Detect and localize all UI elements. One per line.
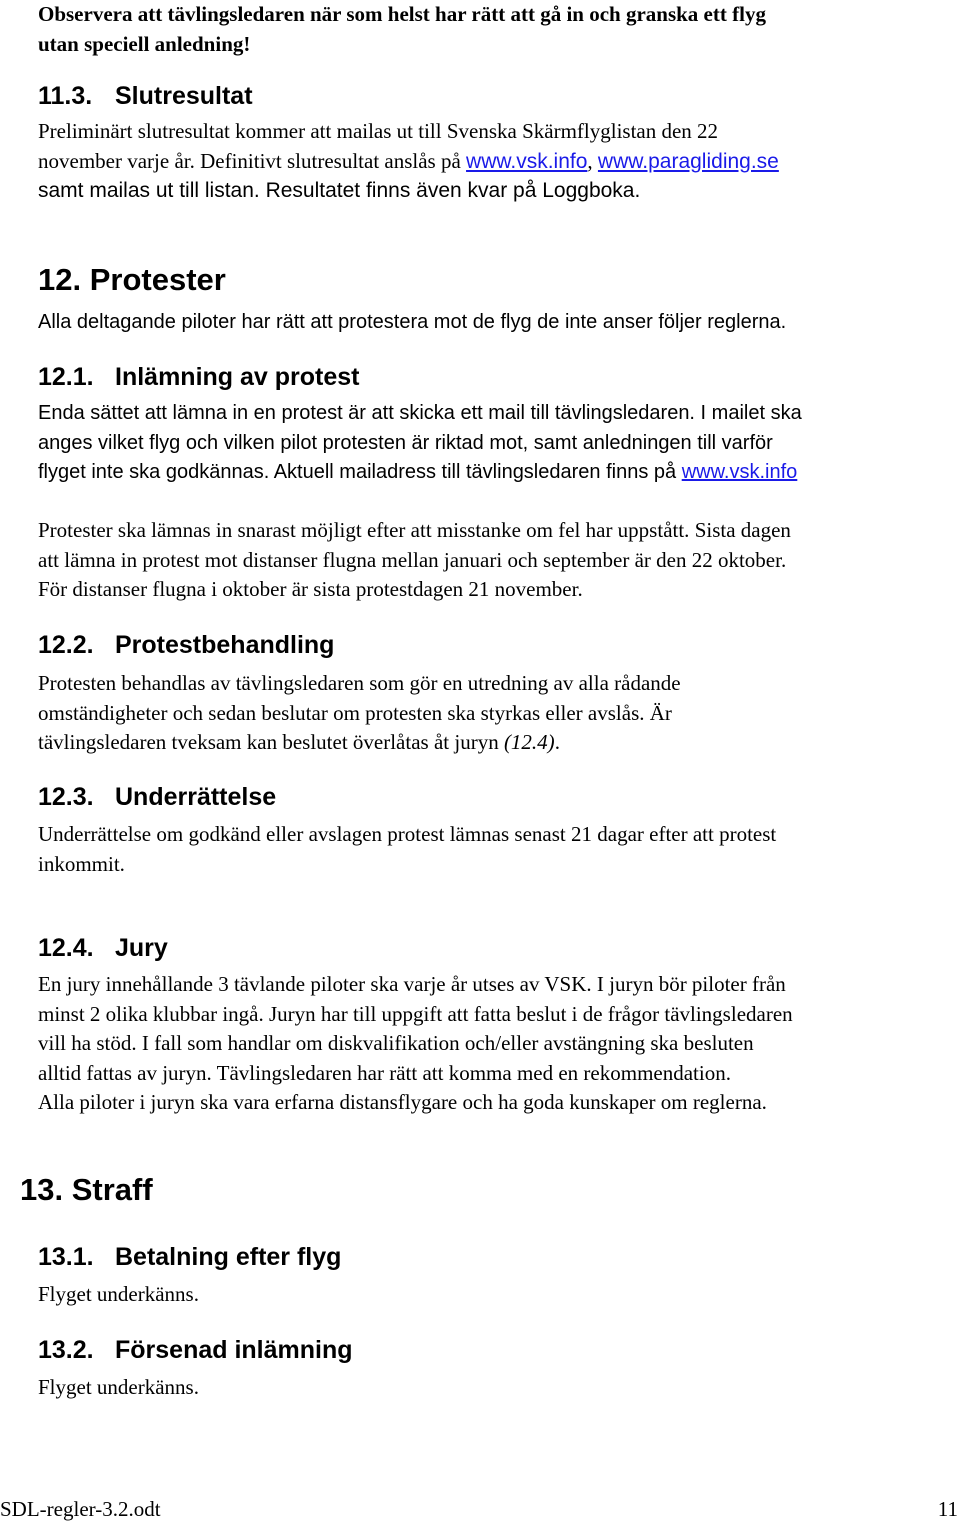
heading-title: Försenad inlämning [115, 1336, 353, 1364]
intro-line: utan speciell anledning! [38, 31, 251, 56]
heading-title: Jury [115, 934, 168, 962]
text-span: Enda sättet att lämna in en protest är att skicka ett mail till tävlingsledaren. [38, 402, 695, 424]
text-line: Alla piloter i juryn ska vara erfarna distansflygare och ha goda kunskaper om reglerna. [38, 1090, 767, 1114]
paragraph-betalning: Flyget underkänns. [38, 1282, 199, 1306]
text-line [38, 728, 953, 758]
heading-title: Protestbehandling [115, 631, 335, 659]
text-line: En jury innehållande 3 tävlande piloter ska varje år utses av VSK. I juryn bör piloter från [38, 972, 786, 996]
text-line: vill ha stöd. I fall som handlar om diskvalifikation och/eller avstängning ska besluten [38, 1031, 754, 1055]
heading-number: 13.1. [38, 1243, 94, 1271]
heading-12-1 [38, 362, 953, 392]
heading-title: Underrättelse [115, 783, 277, 811]
heading-12-2 [38, 630, 953, 660]
paragraph-forsenad: Flyget underkänns. [38, 1375, 199, 1399]
text-line: inkommit. [38, 851, 125, 876]
heading-13-1 [38, 1242, 953, 1272]
text-span: november varje år. Definitivt slutresultat anslås på [38, 148, 467, 173]
heading-number: 12.2. [38, 631, 94, 659]
link-vsk[interactable]: www.vsk.info [466, 149, 588, 173]
text-line: Preliminärt slutresultat kommer att mailas ut till Svenska Skärmflyglistan den 22 [38, 119, 719, 143]
heading-13-2 [38, 1335, 953, 1365]
text-line [38, 176, 953, 206]
text-span: flyget inte ska godkännas. Aktuell mailadress till tävlingsledaren finns på [38, 461, 682, 483]
heading-11-3 [38, 81, 953, 111]
text-span: . [554, 730, 560, 754]
footer-page-number: 11 [937, 1497, 958, 1521]
text-span: Sista dagen [689, 518, 791, 542]
footer-document-name: SDL-regler-3.2.odt [0, 1497, 161, 1521]
paragraph-protestbehandling [38, 669, 953, 758]
text-line [38, 147, 953, 177]
link-paragliding[interactable]: www.paragliding.se [597, 149, 779, 173]
text-span: I mailet ska [695, 402, 802, 424]
heading-title: Inlämning av protest [115, 363, 360, 391]
paragraph-jury [38, 970, 953, 1118]
intro-line: Observera att tävlingsledaren när som helst har rätt att gå in och granska ett flyg [38, 2, 766, 26]
heading-12-4 [38, 933, 953, 963]
text-span: tävlingsledaren tveksam kan beslutet överlåtas åt juryn [38, 730, 504, 754]
paragraph-protester: Alla deltagande piloter har rätt att protestera mot de flyg de inte anser följer reglerna. [38, 311, 787, 333]
heading-number: 12.1. [38, 363, 94, 391]
paragraph-underrattelse [38, 820, 953, 879]
separator: , [587, 148, 598, 173]
text-span: samt mailas ut till listan. [38, 179, 266, 202]
heading-title: Betalning efter flyg [115, 1243, 342, 1271]
text-line: att lämna in protest mot distanser flugna mellan januari och september är den 22 oktober. [38, 547, 787, 572]
reference: (12.4) [503, 730, 555, 754]
text-line: alltid fattas av juryn. Tävlingsledaren har rätt att komma med en rekommendation. [38, 1060, 731, 1085]
text-line: Underrättelse om godkänd eller avslagen protest lämnas senast 21 dagar efter att protest [38, 822, 777, 846]
text-line: omständigheter och sedan beslutar om protesten ska styrkas eller avslås. Är [38, 700, 672, 725]
paragraph-inlamning [38, 399, 953, 488]
intro-note [38, 0, 953, 59]
heading-number: 13.2. [38, 1336, 94, 1364]
paragraph-sista-dagen [38, 516, 953, 605]
text-line: Protesten behandlas av tävlingsledaren som gör en utredning av alla rådande [38, 671, 681, 695]
text-span: Protester ska lämnas in snarast möjligt efter att misstanke om fel har uppstått. [38, 518, 690, 542]
heading-number: 12.3. [38, 783, 94, 811]
text-line: För distanser flugna i oktober är sista protestdagen 21 november. [38, 577, 583, 601]
heading-number: 12.4. [38, 934, 94, 962]
heading-number: 11.3. [38, 82, 93, 110]
heading-title: Slutresultat [115, 82, 253, 110]
heading-13: 13. Straff [20, 1172, 153, 1207]
heading-12-3 [38, 782, 953, 812]
text-line [38, 399, 953, 429]
text-line [38, 516, 953, 546]
text-span: Resultatet finns även kvar på Loggboka. [265, 179, 641, 202]
text-line: anges vilket flyg och vilken pilot protesten är riktad mot, samt anledningen till varför [38, 431, 773, 454]
text-line [38, 458, 953, 488]
text-line: minst 2 olika klubbar ingå. Juryn har till uppgift att fatta beslut i de frågor tävlingsledaren [38, 1001, 793, 1026]
link-vsk[interactable]: www.vsk.info [681, 461, 798, 483]
heading-12: 12. Protester [38, 262, 226, 297]
paragraph-slutresultat [38, 117, 953, 206]
